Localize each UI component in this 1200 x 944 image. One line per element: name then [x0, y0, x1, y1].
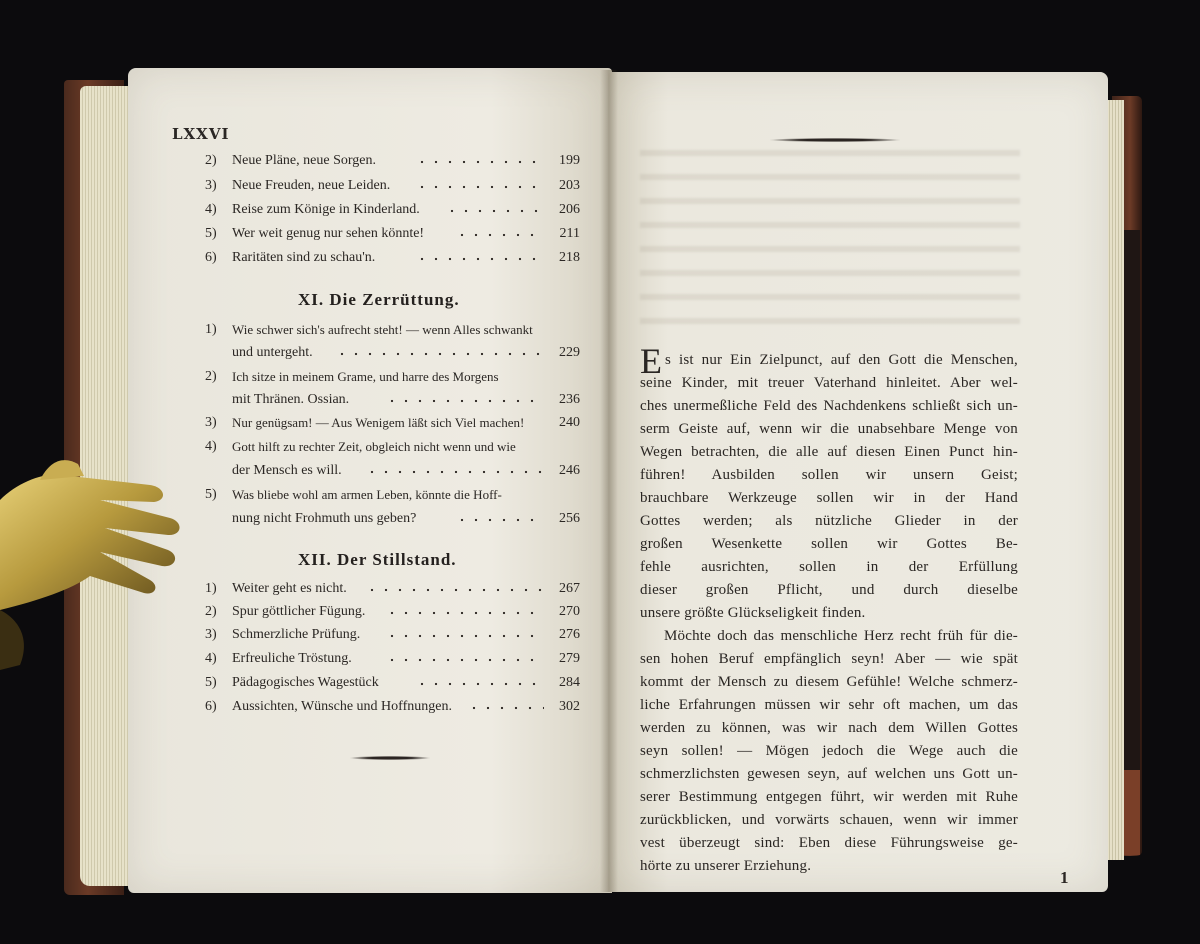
leader-dots [415, 159, 544, 165]
toc-entry [205, 178, 580, 198]
toc-entry-number: 3) [205, 178, 217, 193]
toc-entry-number: 2) [205, 604, 217, 619]
text-line: Möchte doch das menschliche Herz recht früh für die- [664, 628, 1018, 644]
text-line: s ist nur Ein Zielpunct, auf den Gott die Menschen, [665, 352, 1018, 368]
toc-entry [205, 322, 580, 342]
right-page-folio: 1 [1060, 868, 1069, 887]
text-line: Gottes werden; als nützliche Glieder in der [640, 513, 1018, 529]
leader-dots [467, 705, 544, 711]
toc-entry-number: 5) [205, 675, 217, 690]
toc-entry-page: 246 [559, 463, 580, 478]
toc-entry-number: 2) [205, 153, 217, 168]
toc-entry-title: Schmerzliche Prüfung. [232, 627, 361, 642]
toc-entry-page: 256 [559, 511, 580, 526]
text-line: brauchbare Werkzeuge sollen wir in der Hand [640, 490, 1018, 506]
toc-entry-page: 236 [559, 392, 580, 407]
closing-ornament [350, 756, 430, 760]
toc-entry-continuation [205, 463, 580, 483]
toc-entry-page: 206 [559, 202, 580, 217]
text-line: großen Wesenkette sollen wir Gottes Be- [640, 536, 1018, 552]
toc-entry-page: 211 [559, 226, 580, 241]
toc-entry [205, 226, 580, 246]
toc-entry-number: 4) [205, 202, 217, 217]
leader-dots [385, 610, 544, 616]
toc-entry-continuation [205, 511, 580, 531]
toc-entry-title-cont: nung nicht Frohmuth uns geben? [232, 511, 417, 526]
text-line: seyn sollen! — Mögen jedoch die Wege auch die [640, 743, 1018, 759]
text-line: Wegen betrachten, die alle auf diesen Einen Punct hin- [640, 444, 1018, 460]
toc-entry [205, 369, 580, 389]
header-ornament [770, 138, 900, 142]
toc-entry-title: Wer weit genug nur sehen könnte! [232, 226, 425, 241]
toc-entry-title: Aussichten, Wünsche und Hoffnungen. [232, 699, 452, 714]
drop-capital: E [640, 341, 662, 381]
toc-entry-number: 3) [205, 627, 217, 642]
book-spine-strip [1124, 230, 1140, 790]
text-line: kommt der Mensch zu diesem Gefühle! Welche schmerz- [640, 674, 1018, 690]
text-line: ches unermeßliche Feld des Nachdenkens schließt sich un- [640, 398, 1018, 414]
book-gutter [600, 70, 618, 892]
section-heading-xii: XII. Der Stillstand. [298, 550, 457, 569]
toc-entry-page: 279 [559, 651, 580, 666]
toc-entry [205, 250, 580, 270]
text-line: führen! Ausbilden sollen wir unsern Geist; [640, 467, 1018, 483]
toc-entry-title: Wie schwer sich's aufrecht steht! — wenn Alles schwankt [232, 322, 533, 337]
toc-entry-page: 199 [559, 153, 580, 168]
toc-entry-page: 267 [559, 581, 580, 596]
toc-entry-title: Neue Pläne, neue Sorgen. [232, 153, 376, 168]
leader-dots [455, 232, 544, 238]
toc-entry [205, 202, 580, 222]
toc-entry-page: 218 [559, 250, 580, 265]
toc-entry [205, 487, 580, 507]
toc-entry [205, 581, 580, 601]
text-line: unsere größte Glückseligkeit finden. [640, 605, 866, 621]
toc-entry-number: 5) [205, 226, 217, 241]
toc-entry [205, 604, 580, 624]
toc-entry [205, 627, 580, 647]
leader-dots [385, 633, 544, 639]
text-line: seine Kinder, mit treuer Vaterhand hinleitet. Aber wel- [640, 375, 1018, 391]
toc-entry-number: 4) [205, 439, 217, 454]
brass-hand-holder [0, 440, 200, 700]
toc-entry-page: 276 [559, 627, 580, 642]
toc-entry [205, 439, 580, 459]
toc-entry-title: Nur genügsam! — Aus Wenigem läßt sich Viel machen! [232, 415, 525, 430]
toc-entry-page: 203 [559, 178, 580, 193]
toc-entry [205, 415, 580, 435]
section-heading-xi: XI. Die Zerrüttung. [298, 290, 460, 309]
leader-dots [365, 587, 544, 593]
leader-dots [335, 351, 544, 357]
toc-entry-title-cont: mit Thränen. Ossian. [232, 392, 350, 407]
toc-entry [205, 651, 580, 671]
text-line: schmerzlichsten gewesen seyn, auf welchen uns Gott un- [640, 766, 1018, 782]
toc-entry-number: 3) [205, 415, 217, 430]
toc-entry-number: 1) [205, 581, 217, 596]
toc-entry-title: Neue Freuden, neue Leiden. [232, 178, 391, 193]
toc-entry [205, 153, 580, 173]
leader-dots [455, 517, 544, 523]
text-line: hörte zu unserer Erziehung. [640, 858, 812, 874]
text-line: liche Erfahrungen müssen wir sehr oft machen, um das [640, 697, 1018, 713]
toc-entry-number: 4) [205, 651, 217, 666]
leader-dots [415, 681, 544, 687]
toc-entry-title: Ich sitze in meinem Grame, und harre des Morgens [232, 369, 499, 384]
toc-entry-title-cont: und untergeht. [232, 345, 313, 360]
toc-entry-title: Erfreuliche Tröstung. [232, 651, 352, 666]
text-line: serm Geiste auf, wenn wir die unabsehbare Menge von [640, 421, 1018, 437]
toc-entry [205, 675, 580, 695]
toc-entry-title: Spur göttlicher Fügung. [232, 604, 366, 619]
text-line: fehle ausrichten, sollen in der Erfüllung [640, 559, 1018, 575]
leader-dots [385, 657, 544, 663]
toc-entry-continuation [205, 345, 580, 365]
toc-entry-title: Weiter geht es nicht. [232, 581, 347, 596]
toc-entry-page: 302 [559, 699, 580, 714]
text-line: vest überzeugt sind: Eben diese Führungsweise ge- [640, 835, 1018, 851]
text-line: werden zu können, was wir nach dem Willen Gottes [640, 720, 1018, 736]
toc-entry-title-cont: der Mensch es will. [232, 463, 342, 478]
toc-entry-number: 6) [205, 250, 217, 265]
show-through-text [640, 150, 1020, 340]
toc-entry-page: 270 [559, 604, 580, 619]
toc-entry-title: Reise zum Könige in Kinderland. [232, 202, 420, 217]
toc-entry-number: 6) [205, 699, 217, 714]
toc-entry-number: 5) [205, 487, 217, 502]
text-line: zurückblicken, und vorwärts schauen, wenn wir immer [640, 812, 1018, 828]
leader-dots [415, 256, 544, 262]
toc-entry-title: Pädagogisches Wagestück [232, 675, 379, 690]
toc-entry-page: 229 [559, 345, 580, 360]
toc-entry-title: Gott hilft zu rechter Zeit, obgleich nicht wenn und wie [232, 439, 516, 454]
toc-entry-page: 284 [559, 675, 580, 690]
text-line: serer Bestimmung entgegen führt, wir werden mit Ruhe [640, 789, 1018, 805]
leader-dots [385, 398, 544, 404]
text-line: dieser großen Pflicht, und durch dieselbe [640, 582, 1018, 598]
toc-entry-continuation [205, 392, 580, 412]
leader-dots [415, 184, 544, 190]
text-line: sen hohen Beruf empfänglich seyn! Aber — wie spät [640, 651, 1018, 667]
toc-entry [205, 699, 580, 719]
toc-entry-number: 1) [205, 322, 217, 337]
toc-entry-title: Raritäten sind zu schau'n. [232, 250, 376, 265]
toc-entry-page: 240 [559, 415, 580, 430]
leader-dots [445, 208, 544, 214]
toc-entry-title: Was bliebe wohl am armen Leben, könnte die Hoff- [232, 487, 502, 502]
toc-entry-number: 2) [205, 369, 217, 384]
leader-dots [365, 469, 544, 475]
left-page-number: LXXVI [172, 125, 230, 143]
